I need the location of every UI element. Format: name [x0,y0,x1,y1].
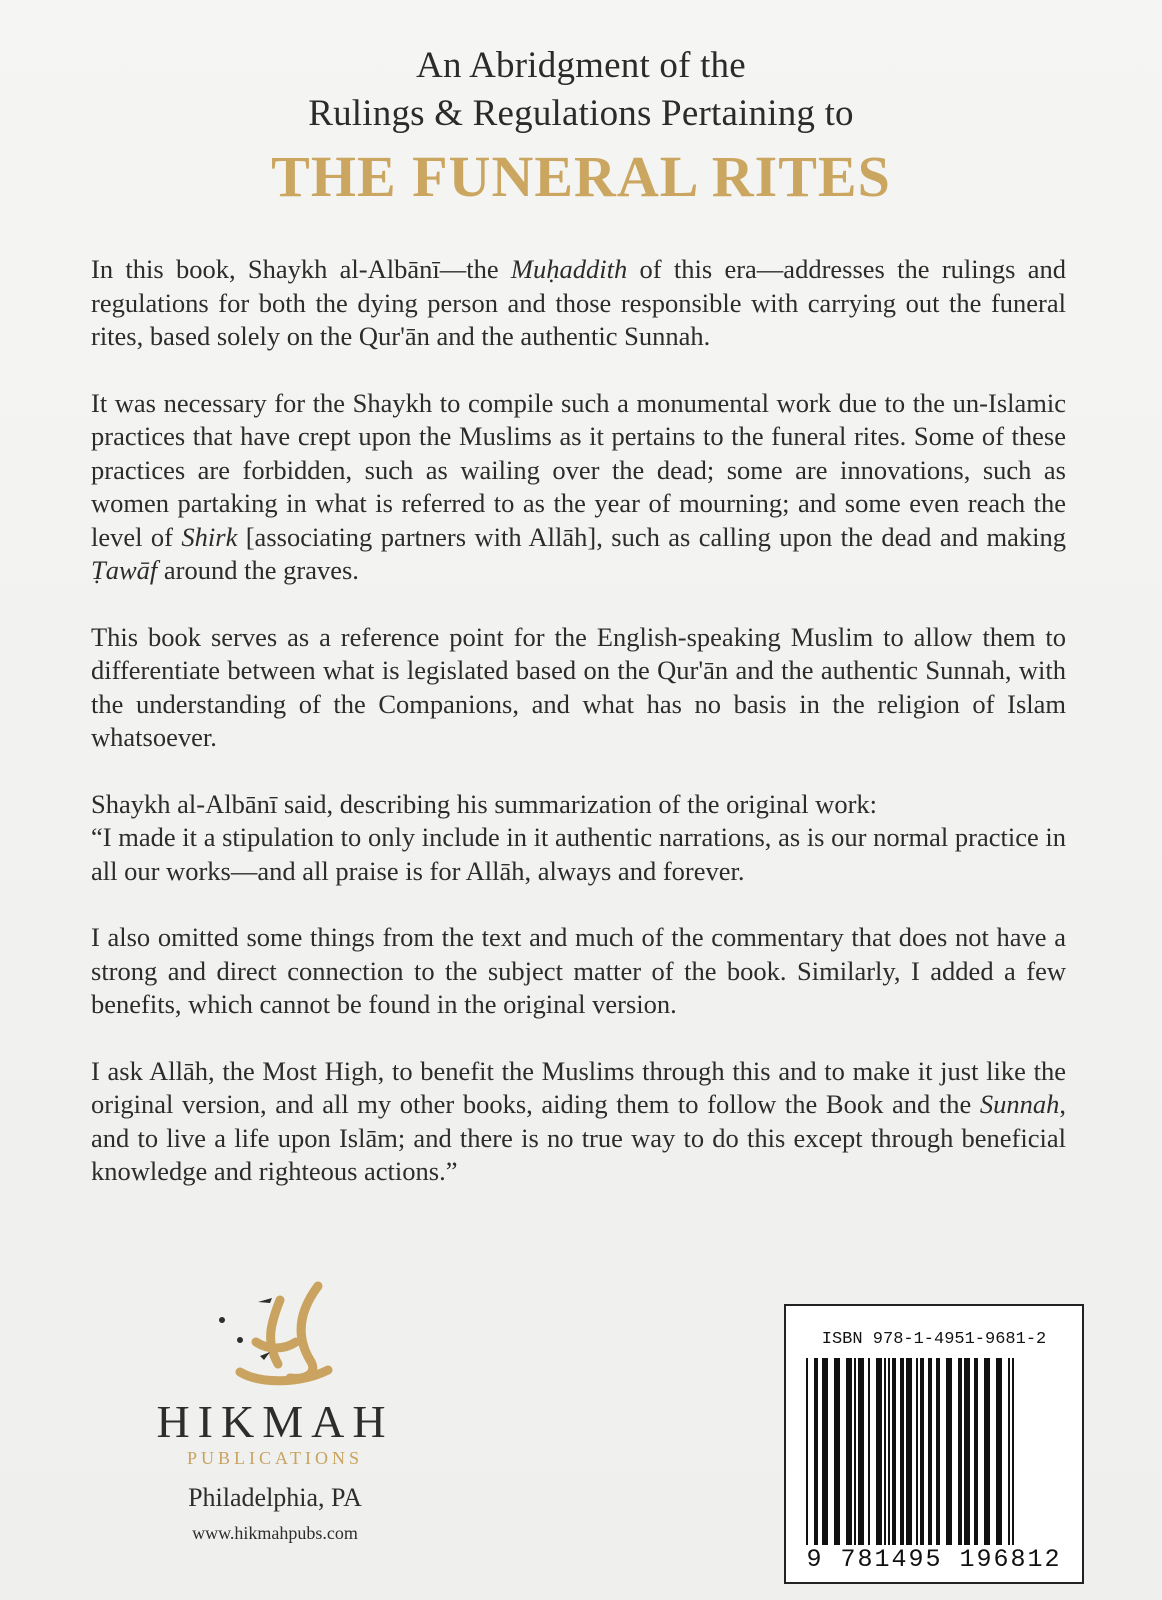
p2-text-c: around the graves. [157,555,359,585]
paragraph-4 [91,788,1066,889]
p2-text-a: It was necessary for the Shaykh to compile such a monumental work due to the un-Islamic practices that have crept upon the Muslims as it pertains to the funeral rites. Some of these practices are forbidden, such as wailing over the dead; some are innovations, such as women partaking in what is referred to as the year of mourning; and some even reach the level of [91,387,1066,552]
publisher-name: HIKMAH [156,1396,394,1447]
p2-italic-1: Shirk [181,521,238,552]
subtitle-line-1: An Abridgment of the [416,45,746,86]
paragraph-5: I also omitted some things from the text and much of the commentary that does not have a strong and direct connection to the subject matter of the book. Similarly, I added a few benefits, which cannot be found in the original version. [91,922,1066,1019]
barcode-bar [958,1358,962,1546]
barcode-bar [822,1358,828,1546]
barcode-bar [806,1358,808,1558]
barcode-bar [936,1358,940,1546]
barcode-bar [834,1358,840,1546]
barcode-bar [888,1358,890,1546]
book-title: THE FUNERAL RITES [271,144,891,209]
cover-header [0,42,1162,210]
barcode-bar [884,1358,886,1546]
barcode-bar [1012,1358,1014,1558]
p1-italic: Muḥaddith [510,254,628,284]
barcode-bar [928,1358,932,1546]
barcode-bar [846,1358,852,1546]
paragraph-3: This book serves as a reference point for the English-speaking Muslim to allow them to differentiate between what is legislated based on the Qur'ān and the authentic Sunnah, with the understanding of the Companions, and what has no basis in the religion of Islam whatsoever. [91,621,1066,752]
barcode-bar [920,1358,924,1546]
barcode-bar [868,1358,870,1546]
barcode-bar [876,1358,882,1546]
barcode-bar [946,1358,952,1546]
barcode-bars [804,1358,1064,1558]
p6-text-a: I ask Allāh, the Most High, to benefit the Muslims through this and to make it just like the original version, and all my other books, aiding them to follow the Book and the [91,1055,1066,1119]
barcode-bar [900,1358,904,1546]
publisher-tagline: PUBLICATIONS [186,1448,363,1468]
p6-text-b: , and to live a life upon Islām; and there is no true way to do this except through beneficial knowledge and righteous actions.” [91,1089,1066,1186]
subtitle-line-2: Rulings & Regulations Pertaining to [308,93,854,134]
barcode-bar [984,1358,990,1546]
p4-line-2: “I made it a stipulation to only include in it authentic narrations, as is our normal practice in all our works—and all praise is for Allāh, always and forever. [91,822,1066,886]
paragraph-2 [91,387,1066,588]
barcode-bar [906,1358,912,1558]
paragraph-6 [91,1055,1066,1189]
p1-text-b: of this era—addresses the rulings and regulations for both the dying person and those responsible with carrying out the funeral rites, based solely on the Qur'ān and the authentic Sunnah. [91,254,1066,351]
barcode-bar [916,1358,918,1546]
barcode-bar [996,1358,1002,1546]
barcode-bar [974,1358,978,1546]
publisher-website: www.hikmahpubs.com [192,1523,358,1543]
paragraph-1 [91,253,1066,354]
p2-text-b: [associating partners with Allāh], such as calling upon the dead and making [237,521,1066,552]
blurb-body [91,253,1066,1222]
barcode-panel [784,1304,1084,1584]
ean-digits: 9 781495 196812 [786,1545,1082,1574]
p6-italic: Sunnah [979,1089,1060,1119]
calligraphy-emblem-icon [200,1280,350,1390]
publisher-logo [110,1280,440,1580]
barcode-bar [964,1358,970,1546]
barcode-bar [1008,1358,1010,1546]
publisher-city: Philadelphia, PA [188,1483,362,1512]
barcode-bar [814,1358,818,1558]
p1-text-a: In this book, Shaykh al-Albānī—the [91,254,511,284]
barcode-bar [858,1358,864,1546]
isbn-label: ISBN 978-1-4951-9681-2 [821,1330,1047,1349]
p4-line-1: Shaykh al-Albānī said, describing his summarization of the original work: [91,788,878,819]
p2-italic-2: Ṭawāf [91,555,158,585]
barcode-bar [892,1358,896,1546]
barcode-bar [854,1358,856,1546]
